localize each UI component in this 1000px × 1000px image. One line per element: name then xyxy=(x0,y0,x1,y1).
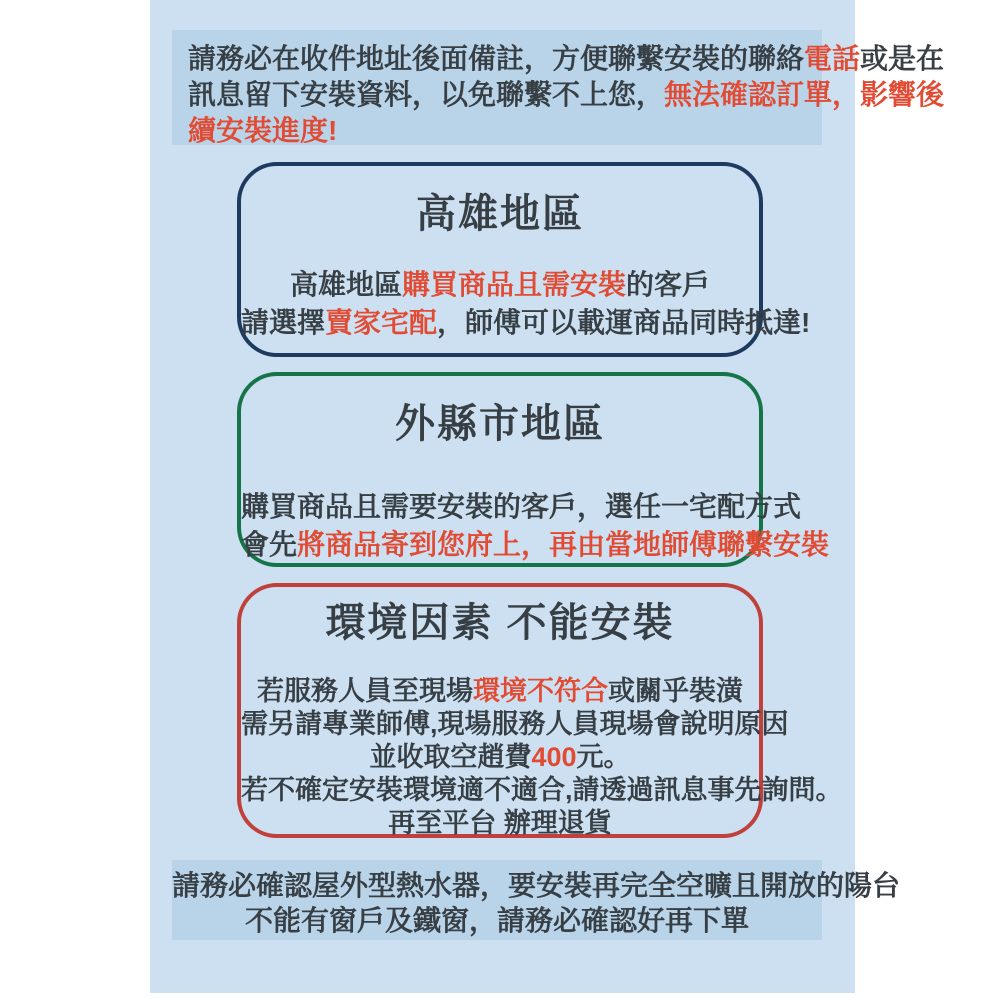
body-text: 購買商品且需要安裝的客戶，選任一宅配方式 xyxy=(241,491,802,522)
text-line xyxy=(241,741,759,774)
body-text: 的客戶 xyxy=(626,269,711,300)
body-text: 高雄地區 xyxy=(289,269,402,300)
text-line xyxy=(241,774,843,807)
text-line xyxy=(241,526,830,564)
text-line xyxy=(188,113,808,149)
environment-cannot-install-box xyxy=(237,583,843,838)
text-line xyxy=(241,304,811,342)
body-text: 元。 xyxy=(576,742,631,772)
other-counties-body xyxy=(241,488,830,564)
highlighted-text: 將商品寄到您府上，再由當地師傅聯繫安裝 xyxy=(297,529,830,560)
body-text: 再至平台 辦理退貨 xyxy=(388,808,612,838)
text-line xyxy=(188,41,945,77)
highlighted-text: 環境不符合 xyxy=(473,676,608,706)
text-line xyxy=(188,77,945,113)
highlighted-text: 400 xyxy=(531,742,577,772)
highlighted-text: 續安裝進度! xyxy=(188,115,338,146)
body-text: ，師傅可以載運商品同時抵達! xyxy=(437,307,811,338)
body-text: 請務必在收件地址後面備註，方便聯繫安裝的聯絡 xyxy=(188,43,805,74)
body-text: 或關乎裝潢 xyxy=(608,676,743,706)
environment-cannot-install-body xyxy=(241,675,843,840)
body-text: 請務必確認屋外型熱水器，要安裝再完全空曠且開放的陽台 xyxy=(172,870,901,901)
text-line xyxy=(241,675,759,708)
text-line xyxy=(172,868,901,903)
body-text: 請選擇 xyxy=(241,307,326,338)
environment-cannot-install-title: 環境因素 不能安裝 xyxy=(325,601,675,645)
text-line xyxy=(241,708,789,741)
poster-blue-column xyxy=(150,0,945,993)
body-text: 若不確定安裝環境適不適合,請透過訊息事先詢問。 xyxy=(241,775,843,805)
text-line xyxy=(172,903,822,938)
body-text: 不能有窗戶及鐵窗，請務必確認好再下單 xyxy=(244,905,749,936)
highlighted-text: 電話 xyxy=(804,43,861,74)
body-text: 若服務人員至現場 xyxy=(257,676,473,706)
body-text: 會先 xyxy=(241,529,298,560)
text-line xyxy=(241,807,759,840)
body-text: 並收取空趙費 xyxy=(369,742,532,772)
kaohsiung-area-body xyxy=(241,266,811,342)
body-text: 或是在 xyxy=(860,43,945,74)
other-counties-title: 外縣市地區 xyxy=(395,402,605,446)
kaohsiung-area-box xyxy=(237,162,811,357)
other-counties-box xyxy=(237,372,830,567)
top-contact-notice xyxy=(172,30,945,146)
body-text: 訊息留下安裝資料，以免聯繫不上您， xyxy=(188,79,665,110)
highlighted-text: 無法確認訂單，影響後 xyxy=(664,79,945,110)
text-line xyxy=(241,266,759,304)
bottom-outdoor-heater-notice xyxy=(172,860,901,940)
text-line xyxy=(241,488,802,526)
body-text: 需另請專業師傅,現場服務人員現場會說明原因 xyxy=(241,709,789,739)
kaohsiung-area-title: 高雄地區 xyxy=(416,192,584,236)
highlighted-text: 賣家宅配 xyxy=(325,307,438,338)
highlighted-text: 購買商品且需安裝 xyxy=(401,269,626,300)
